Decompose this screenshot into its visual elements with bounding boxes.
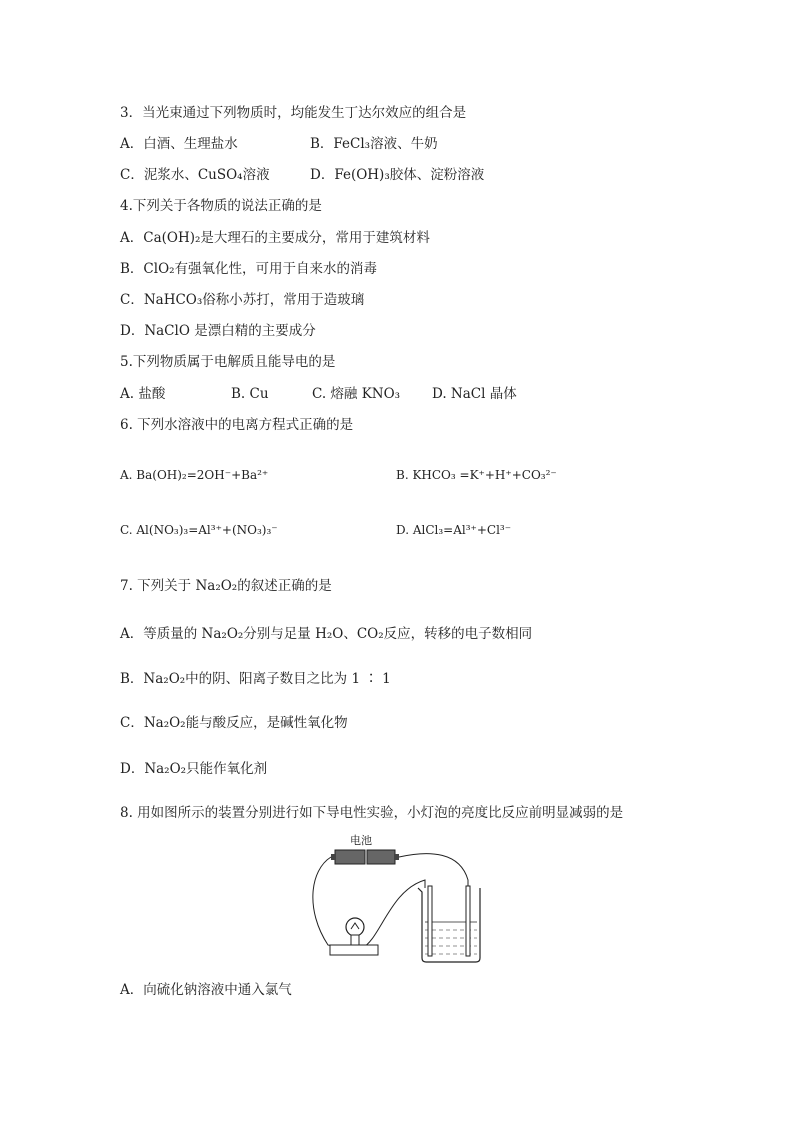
q4-option-c: C．NaHCO₃俗称小苏打，常用于造玻璃	[120, 292, 365, 308]
q7-option-c: C．Na₂O₂能与酸反应，是碱性氧化物	[120, 715, 348, 731]
q4-option-d: D．NaClO 是漂白精的主要成分	[120, 323, 316, 339]
battery-icon	[331, 850, 399, 864]
q3-stem: 3．当光束通过下列物质时，均能发生丁达尔效应的组合是	[120, 105, 467, 121]
q5-stem: 5.下列物质属于电解质且能导电的是	[120, 354, 336, 370]
q4-option-b: B．ClO₂有强氧化性，可用于自来水的消毒	[120, 261, 378, 277]
beaker-icon	[418, 886, 480, 962]
q3-option-c: C．泥浆水、CuSO₄溶液	[120, 167, 270, 183]
q8-option-a: A．向硫化钠溶液中通入氯气	[120, 982, 292, 998]
light-bulb-icon	[330, 918, 378, 955]
q3-option-b: B．FeCl₃溶液、牛奶	[310, 136, 438, 152]
q5-option-a: A. 盐酸	[120, 386, 166, 402]
battery-label: 电池	[350, 834, 372, 847]
q8-stem: 8. 用如图所示的装置分别进行如下导电性实验，小灯泡的亮度比反应前明显减弱的是	[120, 805, 624, 821]
q7-option-d: D．Na₂O₂只能作氧化剂	[120, 761, 268, 777]
q5-option-b: B. Cu	[231, 386, 269, 402]
q4-stem: 4.下列关于各物质的说法正确的是	[120, 198, 322, 214]
q7-option-a: A．等质量的 Na₂O₂分别与足量 H₂O、CO₂反应，转移的电子数相同	[120, 626, 533, 642]
q3-option-a: A．白酒、生理盐水	[120, 136, 238, 152]
q7-stem: 7. 下列关于 Na₂O₂的叙述正确的是	[120, 578, 332, 594]
q5-option-d: D. NaCl 晶体	[432, 386, 517, 402]
q6-option-b: B. KHCO₃ =K⁺+H⁺+CO₃²⁻	[396, 468, 557, 482]
q6-option-c: C. Al(NO₃)₃=Al³⁺+(NO₃)₃⁻	[120, 523, 278, 537]
q6-option-d: D. AlCl₃=Al³⁺+Cl³⁻	[396, 523, 512, 537]
conductivity-apparatus-diagram	[300, 830, 500, 974]
q3-option-d: D．Fe(OH)₃胶体、淀粉溶液	[310, 167, 485, 183]
q7-option-b: B．Na₂O₂中的阴、阳离子数目之比为 1 ∶ 1	[120, 671, 391, 687]
q6-stem: 6. 下列水溶液中的电离方程式正确的是	[120, 417, 354, 433]
wires	[313, 854, 468, 948]
q5-option-c: C. 熔融 KNO₃	[312, 386, 401, 402]
q6-option-a: A. Ba(OH)₂=2OH⁻+Ba²⁺	[120, 468, 269, 482]
q4-option-a: A．Ca(OH)₂是大理石的主要成分，常用于建筑材料	[120, 230, 430, 246]
